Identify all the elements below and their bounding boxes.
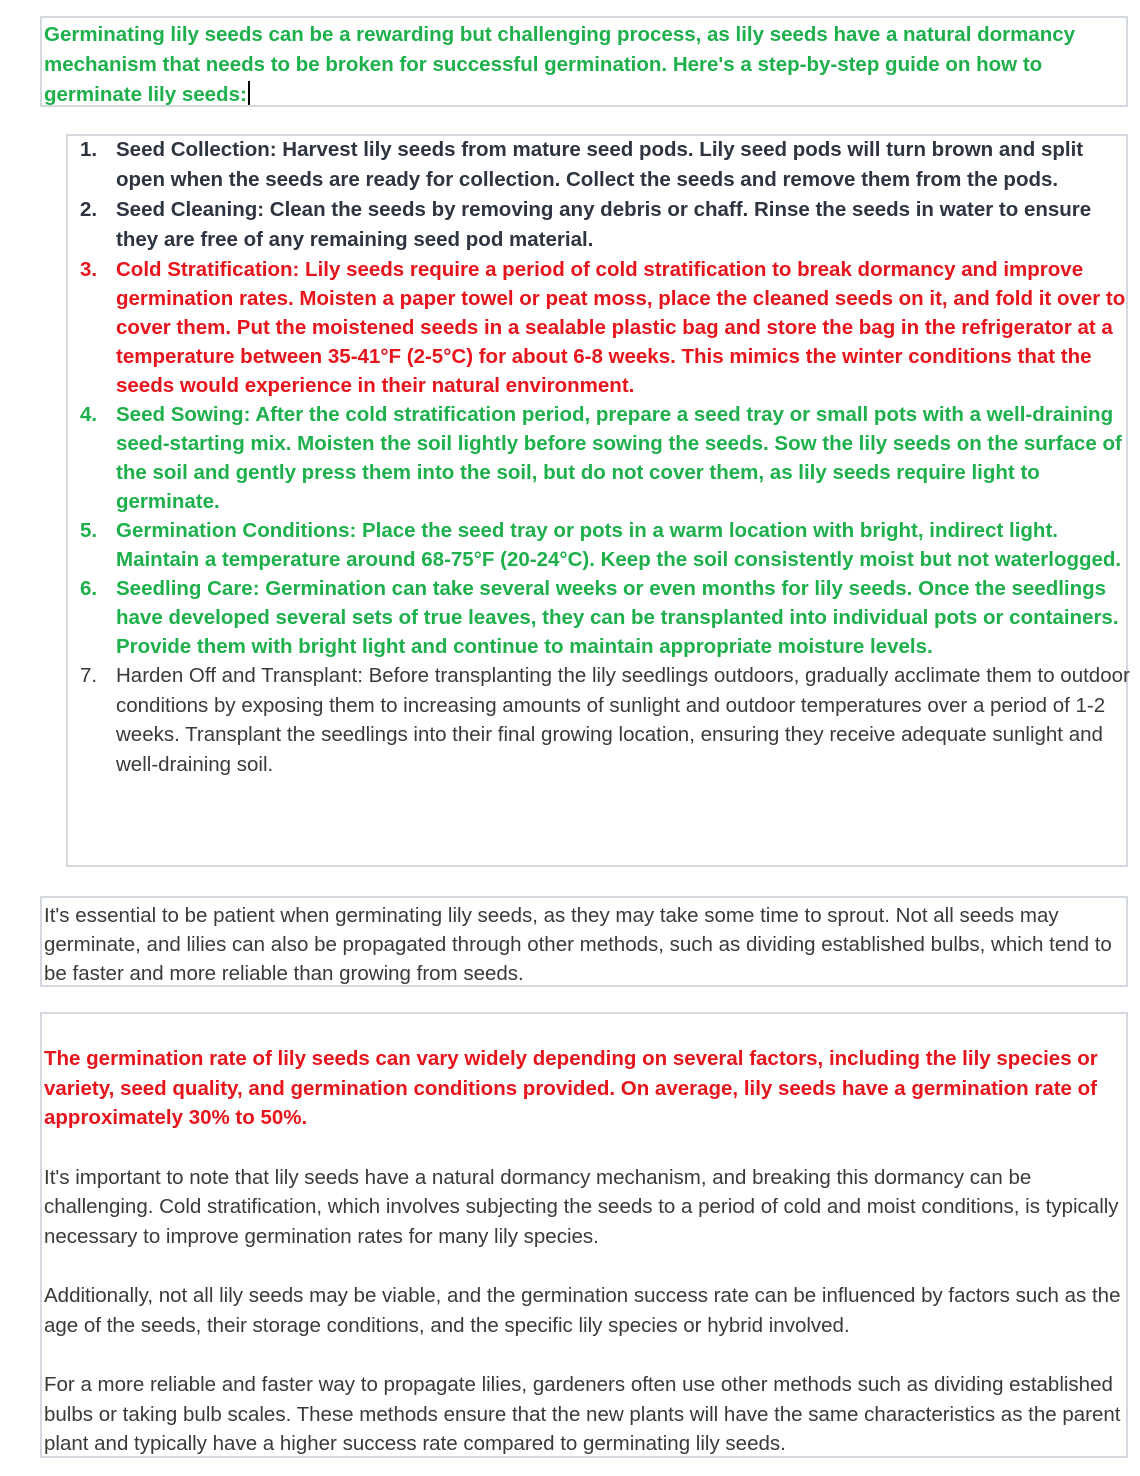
list-item-text: Germination Conditions: Place the seed tray or pots in a warm location with bright, indirect light. Maintain a temperature around 68-75°F (20-24°C). Keep the soil consistently moist but not waterlogged. bbox=[116, 519, 1122, 571]
steps-list bbox=[80, 135, 1130, 779]
text-cursor bbox=[248, 81, 250, 105]
list-item bbox=[80, 135, 1130, 195]
germination-rate-text-box[interactable] bbox=[40, 1012, 1128, 1458]
list-item bbox=[80, 255, 1130, 400]
list-item bbox=[80, 516, 1130, 574]
viability-paragraph: Additionally, not all lily seeds may be viable, and the germination success rate can be influenced by factors such as the age of the seeds, their storage conditions, and the specific lily species or hybrid involved. bbox=[44, 1284, 1121, 1337]
propagation-paragraph: For a more reliable and faster way to propagate lilies, gardeners often use other methods such as dividing established bulbs or taking bulb scales. These methods ensure that the new plants will have the same characteristics as the parent plant and typically have a higher success rate compared to germinating lily seeds. bbox=[44, 1373, 1121, 1455]
list-item-number: 1. bbox=[80, 138, 98, 161]
list-item bbox=[80, 661, 1130, 779]
list-item bbox=[80, 400, 1130, 516]
list-item-text: Cold Stratification: Lily seeds require a period of cold stratification to break dormancy and improve germination rates. Moisten a paper towel or peat moss, place the cleaned seeds on it, and fold it over to cover them. Put the moistened seeds in a sealable plastic bag and store the bag in the refrigerator at a temperature between 35-41°F (2-5°C) for about 6-8 weeks. This mimics the winter conditions that the seeds would experience in their natural environment. bbox=[116, 258, 1126, 397]
intro-text-box[interactable] bbox=[40, 16, 1128, 107]
list-item-number: 7. bbox=[80, 664, 98, 687]
list-item-number: 4. bbox=[80, 403, 98, 426]
list-item-number: 5. bbox=[80, 519, 98, 542]
list-item-text: Seed Cleaning: Clean the seeds by removing any debris or chaff. Rinse the seeds in water to ensure they are free of any remaining seed pod material. bbox=[116, 198, 1092, 251]
list-item-number: 6. bbox=[80, 577, 98, 600]
germination-rate-paragraph: The germination rate of lily seeds can vary widely depending on several factors, including the lily species or variety, seed quality, and germination conditions provided. On average, lily seeds have a germination rate of approximately 30% to 50%. bbox=[44, 1047, 1098, 1129]
list-item bbox=[80, 574, 1130, 661]
list-item-text: Seed Collection: Harvest lily seeds from mature seed pods. Lily seed pods will turn brown and split open when the seeds are ready for collection. Collect the seeds and remove them from the pods. bbox=[116, 138, 1084, 191]
patience-text-box[interactable] bbox=[40, 896, 1128, 987]
intro-paragraph: Germinating lily seeds can be a rewarding but challenging process, as lily seeds have a natural dormancy mechanism that needs to be broken for successful germination. Here's a step-by-step guide on how to germinate lily seeds: bbox=[44, 23, 1076, 106]
list-item-number: 2. bbox=[80, 198, 98, 221]
dormancy-paragraph: It's important to note that lily seeds have a natural dormancy mechanism, and breaking this dormancy can be challenging. Cold stratification, which involves subjecting the seeds to a period of cold and moist conditions, is typically necessary to improve germination rates for many lily species. bbox=[44, 1165, 1119, 1248]
list-item-number: 3. bbox=[80, 258, 98, 281]
list-item-text: Harden Off and Transplant: Before transplanting the lily seedlings outdoors, gradually acclimate them to outdoor conditions by exposing them to increasing amounts of sunlight and outdoor temperatures over a period of 1-2 weeks. Transplant the seedlings into their final growing location, ensuring they receive adequate sunlight and well-draining soil. bbox=[116, 664, 1130, 776]
list-item-text: Seed Sowing: After the cold stratification period, prepare a seed tray or small pots with a well-draining seed-starting mix. Moisten the soil lightly before sowing the seeds. Sow the lily seeds on the surface of the soil and gently press them into the soil, but do not cover them, as lily seeds require light to germinate. bbox=[116, 403, 1122, 513]
list-item bbox=[80, 195, 1130, 255]
list-item-text: Seedling Care: Germination can take several weeks or even months for lily seeds. Once the seedlings have developed several sets of true leaves, they can be transplanted into individual pots or containers. Provide them with bright light and continue to maintain appropriate moisture levels. bbox=[116, 577, 1119, 658]
patience-paragraph: It's essential to be patient when germinating lily seeds, as they may take some time to sprout. Not all seeds may germinate, and lilies can also be propagated through other methods, such as dividing established bulbs, which tend to be faster and more reliable than growing from seeds. bbox=[44, 904, 1112, 985]
